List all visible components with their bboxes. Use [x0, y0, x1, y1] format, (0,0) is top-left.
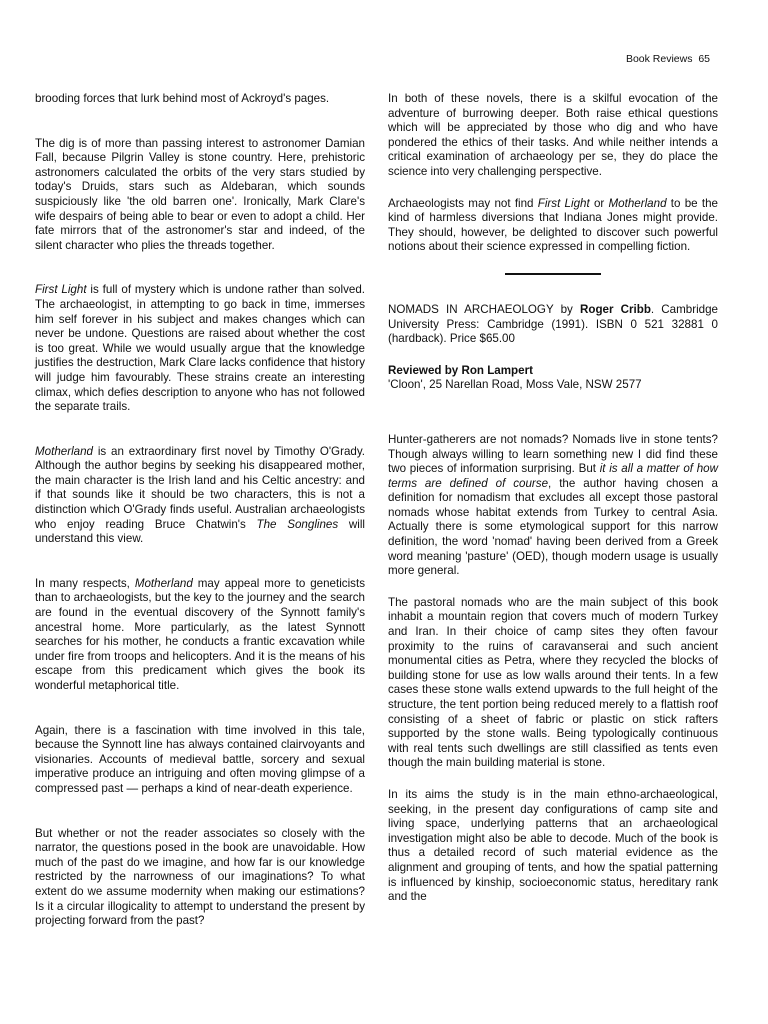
paragraph: Again, there is a fascination with time involved in this tale, because the Synnott line has always contained clairvoyants and visionaries. Accounts of medieval battle, sorcery and sexual imperative produce an intriguing and often moving glimpse of a compressed past — perhaps a kind of near-death experience. [35, 723, 365, 795]
book-title: First Light [537, 196, 590, 210]
section-divider [505, 273, 601, 275]
page-number: 65 [698, 53, 710, 65]
paragraph: Hunter-gatherers are not nomads? Nomads live in stone tents? Though always willing to learn something new I did find these two pieces of information surprising. But it is all a matter of how terms are defined of course, the author having chosen a definition for nomadism that excludes all except those pastoral nomads whose habitat extends from Turkey to central Asia. Actually there is some etymological support for this narrow definition, the word 'nomad' having been derived from a Greek word meaning 'pasture' (OED), though modern usage is usually more general. [388, 432, 718, 578]
book-title: Motherland [134, 576, 193, 590]
paragraph: In its aims the study is in the main ethno-archaeological, seeking, in the present day configurations of camp site and living space, underlying patterns that an archaeological investigation might also be able to decode. Much of the book is thus a detailed record of such material evidence as the alignment and grouping of tents, and how the spatial patterning is influenced by kinship, socioeconomic status, hereditary rank and the [388, 787, 718, 904]
running-header [626, 53, 710, 65]
review-heading: NOMADS IN ARCHAEOLOGY by Roger Cribb. Cambridge University Press: Cambridge (1991). ISBN 0 521 32881 0 (hardback). Price $65.00 [388, 302, 718, 346]
book-title: Motherland [608, 196, 667, 210]
paragraph: Archaeologists may not find First Light or Motherland to be the kind of harmless diversions that Indiana Jones might provide. They should, however, be delighted to discover such powerful notions about their science expressed in compelling fiction. [388, 196, 718, 254]
author-name: Roger Cribb [580, 302, 651, 316]
left-column [35, 92, 365, 946]
paragraph: brooding forces that lurk behind most of Ackroyd's pages. [35, 92, 330, 105]
right-column [388, 92, 718, 922]
book-title: The Songlines [256, 517, 339, 531]
reviewer-block [388, 364, 718, 393]
reviewer-name: Reviewed by Ron Lampert [388, 363, 533, 377]
paragraph: First Light is full of mystery which is undone rather than solved. The archaeologist, in attempting to go back in time, immerses him self forever in his subject and makes changes which can never be undone. Questions are raised about whether the cost is too great. While we would usually argue that the knowledge justifies the destruction, Mark Clare lacks confidence that history will judge him favourably. These strains create an interesting climax, which defies description to anyone who has not followed the separate trails. [35, 283, 365, 414]
reviewer-address: 'Cloon', 25 Narellan Road, Moss Vale, NSW 2577 [388, 378, 642, 392]
book-title: Motherland [35, 444, 94, 458]
paragraph: In both of these novels, there is a skilful evocation of the adventure of burrowing deeper. Both raise ethical questions which will be appreciated by those who dig and who have pondered the ethics of their tasks. And while neither intends a critical examination of archaeology per se, they do place the science into very challenging perspective. [388, 92, 718, 178]
paragraph: The dig is of more than passing interest to astronomer Damian Fall, because Pilgrin Valley is stone country. Here, prehistoric astronomers calculated the orbits of the very stars studied by today's Druids, stars such as Aldebaran, which sounds suspiciously like 'the old barren one'. Ironically, Mark Clare's wife despairs of being able to bear or even to adopt a child. Her fate mirrors that of the astronomer's star and indeed, of the silent character who plies the threads together. [35, 136, 365, 252]
book-title: First Light [35, 283, 87, 297]
paragraph: But whether or not the reader associates so closely with the narrator, the questions posed in the book are unavoidable. How much of the past do we imagine, and how far is our knowledge restricted by the narrowness of our imaginations? To what extent do we assume modernity when making our estimations? Is it a circular illogicality to attempt to understand the present by projecting forward from the past? [35, 826, 365, 928]
paragraph: In many respects, Motherland may appeal more to geneticists than to archaeologists, but the key to the journey and the search are found in the eventual discovery of the Synnott family's ancestral home. More particularly, as the latest Synnott searches for his mother, he conducts a frantic excavation while under fire from troops and helicopters. And it is the means of his escape from this predicament which gives the book its wonderful metaphorical title. [35, 576, 365, 692]
paragraph: The pastoral nomads who are the main subject of this book inhabit a mountain region that covers much of modern Turkey and Iran. In their choice of camp sites they often favour proximity to the ruins of caravanserai and such ancient monumental cities as Petra, where they recycled the blocks of building stone for use as low walls around their tents. In a few cases these stone walls extend upwards to the full height of the structure, the tent portion being reduced merely to a flattish roof consisting of a sheet of fabric or plastic on stick rafters supported by the stone walls. Being typologically continuous with real tents such dwellings are still classified as tents even though the main building material is stone. [388, 595, 718, 770]
paragraph: Motherland is an extraordinary first novel by Timothy O'Grady. Although the author begins by seeking his disappeared mother, the main character is the Irish land and his Celtic ancestry: and if that sounds like it should be two characters, this is not a distinction which O'Grady finds useful. Australian archaeologists who enjoy reading Bruce Chatwin's The Songlines will understand this view. [35, 444, 366, 546]
section-title: Book Reviews [625, 53, 693, 65]
